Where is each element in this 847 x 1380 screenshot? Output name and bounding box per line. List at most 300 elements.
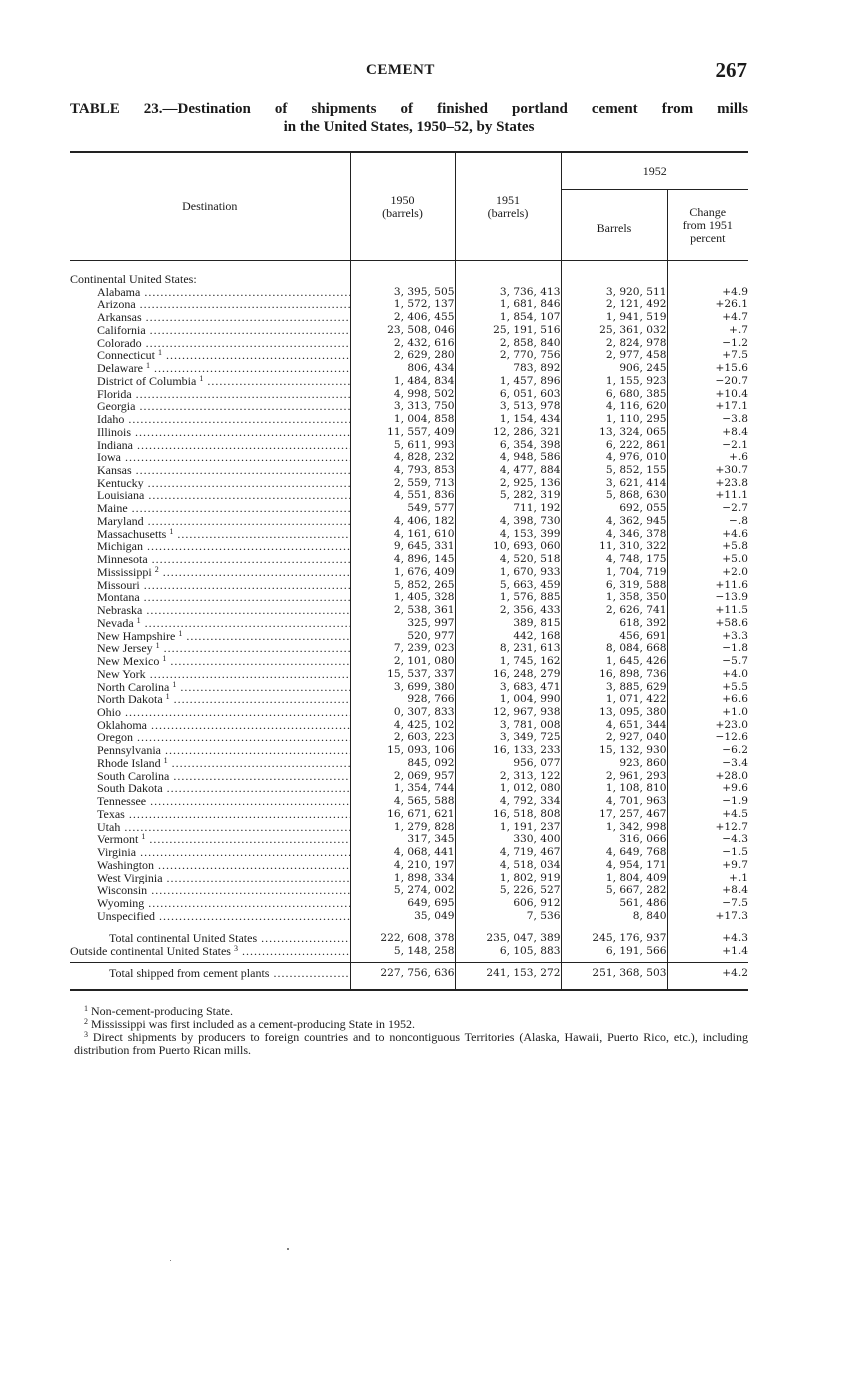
value-1952: 8, 840 xyxy=(561,910,667,923)
value-1950: 1, 004, 858 xyxy=(350,413,455,426)
header-change-line-2: from 1951 xyxy=(682,217,733,232)
change-percent: −1.2 xyxy=(667,337,748,350)
footnote-3: $^3$ Direct shipments by producers to foreign countries and to noncontiguous Territories (Alaska, Hawaii, Puerto Rico, etc.), including distribution from Puerto Rican mills. xyxy=(74,1030,748,1057)
total-shipped-row xyxy=(70,962,748,983)
value-1951: 1, 681, 846 xyxy=(455,298,561,311)
destination-name: Minnesota xyxy=(97,553,148,566)
state-row xyxy=(70,719,748,732)
change-percent: +4.3 xyxy=(667,932,748,945)
value-1951: 4, 719, 467 xyxy=(455,846,561,859)
state-row xyxy=(70,744,748,757)
footnote-mark: 1 xyxy=(178,629,183,638)
state-row xyxy=(70,630,748,643)
value-1950: 1, 279, 828 xyxy=(350,821,455,834)
destination-cell xyxy=(70,859,350,872)
value-1951: 5, 226, 527 xyxy=(455,884,561,897)
value-1952: 1, 941, 519 xyxy=(561,311,667,324)
value-1951: 3, 513, 978 xyxy=(455,400,561,413)
value-1950: 11, 557, 409 xyxy=(350,426,455,439)
value-1950: 4, 425, 102 xyxy=(350,719,455,732)
value-1951: 1, 745, 162 xyxy=(455,655,561,668)
value-1952: 4, 954, 171 xyxy=(561,859,667,872)
destination-name: Illinois xyxy=(97,425,132,439)
destination-cell xyxy=(70,591,350,604)
value-1952: 13, 095, 380 xyxy=(561,706,667,719)
value-1950: 15, 537, 337 xyxy=(350,668,455,681)
scan-speck xyxy=(170,1260,171,1261)
value-1950: 3, 395, 505 xyxy=(350,286,455,299)
value-1952: 692, 055 xyxy=(561,502,667,515)
value-1950: 928, 766 xyxy=(350,693,455,706)
value-1951: 4, 398, 730 xyxy=(455,515,561,528)
value-1950: 3, 313, 750 xyxy=(350,400,455,413)
running-head xyxy=(0,58,847,84)
change-percent: −1.9 xyxy=(667,795,748,808)
header-destination: Destination xyxy=(70,152,350,261)
value-1952: 8, 084, 668 xyxy=(561,642,667,655)
change-percent: −2.7 xyxy=(667,502,748,515)
state-row xyxy=(70,464,748,477)
caption-line-1: TABLE 23.—Destination of shipments of finished portland cement from mills xyxy=(70,101,748,117)
value-1951: 16, 248, 279 xyxy=(455,668,561,681)
change-percent: +12.7 xyxy=(667,821,748,834)
value-1952: 923, 860 xyxy=(561,757,667,770)
footnotes xyxy=(74,1005,748,1057)
change-percent: +4.5 xyxy=(667,808,748,821)
destination-cell xyxy=(70,719,350,732)
value-1952: 2, 824, 978 xyxy=(561,337,667,350)
value-1950: 35, 049 xyxy=(350,910,455,923)
state-row xyxy=(70,770,748,783)
change-percent: −6.2 xyxy=(667,744,748,757)
destination-name: Nevada xyxy=(97,616,134,630)
change-percent: +11.1 xyxy=(667,489,748,502)
value-1951: 1, 802, 919 xyxy=(455,872,561,885)
value-1952: 1, 071, 422 xyxy=(561,693,667,706)
value-1950: 1, 898, 334 xyxy=(350,872,455,885)
value-1950: 549, 577 xyxy=(350,502,455,515)
state-row xyxy=(70,298,748,311)
change-percent: +11.6 xyxy=(667,579,748,592)
state-row xyxy=(70,833,748,846)
destination-cell xyxy=(70,693,350,706)
header-1952: 1952 xyxy=(561,152,748,190)
destination-name: Oklahoma xyxy=(97,718,147,732)
state-row xyxy=(70,706,748,719)
state-row xyxy=(70,477,748,490)
destination-cell xyxy=(70,706,350,719)
state-row xyxy=(70,617,748,630)
value-1951: 241, 153, 272 xyxy=(455,962,561,983)
destination-cell xyxy=(70,744,350,757)
destination-name: Arkansas xyxy=(97,311,142,324)
destination-cell xyxy=(70,681,350,694)
value-1950: 1, 354, 744 xyxy=(350,782,455,795)
value-1951: 711, 192 xyxy=(455,502,561,515)
value-1952: 1, 342, 998 xyxy=(561,821,667,834)
value-1952: 4, 701, 963 xyxy=(561,795,667,808)
change-percent: +5.8 xyxy=(667,540,748,553)
state-row xyxy=(70,668,748,681)
value-1952: 4, 651, 344 xyxy=(561,719,667,732)
value-1952: 245, 176, 937 xyxy=(561,932,667,945)
destination-name: Wisconsin xyxy=(97,884,148,897)
value-1951: 6, 354, 398 xyxy=(455,439,561,452)
destination-cell xyxy=(70,821,350,834)
destination-name: Missouri xyxy=(97,578,140,592)
footnote-mark: 1 xyxy=(141,833,146,842)
change-percent: +8.4 xyxy=(667,426,748,439)
destination-name: Georgia xyxy=(97,400,136,414)
destination-name: North Dakota xyxy=(97,693,163,706)
value-1951: 606, 912 xyxy=(455,897,561,910)
destination-name: Connecticut xyxy=(97,349,155,363)
destination-name: Virginia xyxy=(97,846,137,859)
destination-cell xyxy=(70,439,350,452)
destination-name: Nebraska xyxy=(97,604,143,617)
state-row xyxy=(70,579,748,592)
value-1952: 6, 222, 861 xyxy=(561,439,667,452)
state-row xyxy=(70,782,748,795)
value-1951: 3, 349, 725 xyxy=(455,731,561,744)
value-1952: 4, 116, 620 xyxy=(561,400,667,413)
destination-name: West Virginia xyxy=(97,871,163,885)
destination-name: Kentucky xyxy=(97,476,144,490)
value-1950: 5, 611, 993 xyxy=(350,439,455,452)
value-1950: 4, 406, 182 xyxy=(350,515,455,528)
change-percent: +9.7 xyxy=(667,859,748,872)
state-row xyxy=(70,324,748,337)
value-1952: 251, 368, 503 xyxy=(561,962,667,983)
destination-name: Colorado xyxy=(97,336,142,350)
destination-name: Iowa xyxy=(97,451,121,465)
value-1951: 2, 770, 756 xyxy=(455,349,561,362)
value-1950: 4, 998, 502 xyxy=(350,388,455,401)
destination-cell xyxy=(70,464,350,477)
value-1951: 1, 012, 080 xyxy=(455,782,561,795)
state-row xyxy=(70,642,748,655)
destination-name: Maine xyxy=(97,502,128,515)
value-1952: 1, 155, 923 xyxy=(561,375,667,388)
destination-cell xyxy=(70,884,350,897)
state-row xyxy=(70,540,748,553)
value-1950: 4, 896, 145 xyxy=(350,553,455,566)
total-continental-row xyxy=(70,932,748,945)
change-percent: +9.6 xyxy=(667,782,748,795)
value-1950: 9, 645, 331 xyxy=(350,540,455,553)
value-1951: 5, 282, 319 xyxy=(455,489,561,502)
destination-cell xyxy=(70,566,350,579)
destination-cell xyxy=(70,286,350,299)
value-1951: 1, 457, 896 xyxy=(455,375,561,388)
value-1952: 1, 358, 350 xyxy=(561,591,667,604)
destination-cell xyxy=(70,668,350,681)
footnote-mark: 1 xyxy=(136,616,141,625)
value-1950: 4, 828, 232 xyxy=(350,451,455,464)
state-row xyxy=(70,897,748,910)
state-row xyxy=(70,591,748,604)
state-row xyxy=(70,604,748,617)
state-row xyxy=(70,311,748,324)
value-1952: 2, 927, 040 xyxy=(561,731,667,744)
value-1951: 16, 518, 808 xyxy=(455,808,561,821)
destination-name: South Carolina xyxy=(97,769,170,783)
change-percent: +6.6 xyxy=(667,693,748,706)
value-1952: 1, 804, 409 xyxy=(561,872,667,885)
destination-name: Wyoming xyxy=(97,896,145,910)
change-percent: +30.7 xyxy=(667,464,748,477)
value-1950: 317, 345 xyxy=(350,833,455,846)
state-row xyxy=(70,362,748,375)
destination-cell xyxy=(70,872,350,885)
value-1950: 4, 210, 197 xyxy=(350,859,455,872)
destination-cell xyxy=(70,502,350,515)
change-percent: −13.9 xyxy=(667,591,748,604)
destination-cell xyxy=(70,451,350,464)
destination-name: Mississippi xyxy=(97,565,152,579)
value-1951: 4, 520, 518 xyxy=(455,553,561,566)
value-1950: 4, 565, 588 xyxy=(350,795,455,808)
footnote-1: $^1$ Non-cement-producing State. xyxy=(84,1004,233,1018)
value-1950: 5, 148, 258 xyxy=(350,945,455,958)
change-percent: +3.3 xyxy=(667,630,748,643)
change-percent: +11.5 xyxy=(667,604,748,617)
destination-name: District of Columbia xyxy=(97,374,197,388)
value-1951: 1, 576, 885 xyxy=(455,591,561,604)
destination-cell xyxy=(70,795,350,808)
state-row xyxy=(70,655,748,668)
value-1950: 2, 603, 223 xyxy=(350,731,455,744)
change-percent: +4.6 xyxy=(667,528,748,541)
value-1950: 1, 676, 409 xyxy=(350,566,455,579)
value-1951: 2, 356, 433 xyxy=(455,604,561,617)
value-1950: 2, 101, 080 xyxy=(350,655,455,668)
change-percent: −3.8 xyxy=(667,413,748,426)
destination-name: Florida xyxy=(97,387,132,401)
change-percent: +.7 xyxy=(667,324,748,337)
value-1951: 3, 683, 471 xyxy=(455,681,561,694)
state-row xyxy=(70,757,748,770)
value-1951: 330, 400 xyxy=(455,833,561,846)
destination-cell xyxy=(70,617,350,630)
value-1952: 561, 486 xyxy=(561,897,667,910)
value-1950: 520, 977 xyxy=(350,630,455,643)
destination-cell xyxy=(70,298,350,311)
state-row xyxy=(70,821,748,834)
value-1951: 2, 858, 840 xyxy=(455,337,561,350)
value-1952: 2, 121, 492 xyxy=(561,298,667,311)
footnote-mark: 1 xyxy=(155,642,160,651)
value-1951: 1, 191, 237 xyxy=(455,821,561,834)
value-1952: 3, 621, 414 xyxy=(561,477,667,490)
value-1951: 235, 047, 389 xyxy=(455,932,561,945)
state-row xyxy=(70,731,748,744)
destination-cell xyxy=(70,808,350,821)
value-1951: 2, 925, 136 xyxy=(455,477,561,490)
destination-cell xyxy=(70,731,350,744)
state-row xyxy=(70,872,748,885)
change-percent: +10.4 xyxy=(667,388,748,401)
value-1950: 325, 997 xyxy=(350,617,455,630)
destination-cell xyxy=(70,642,350,655)
change-percent: +1.0 xyxy=(667,706,748,719)
destination-name: New Hampshire xyxy=(97,629,176,643)
state-row xyxy=(70,375,748,388)
destination-name: New Jersey xyxy=(97,642,153,656)
value-1951: 783, 892 xyxy=(455,362,561,375)
value-1952: 1, 108, 810 xyxy=(561,782,667,795)
value-1950: 2, 406, 455 xyxy=(350,311,455,324)
value-1950: 222, 608, 378 xyxy=(350,932,455,945)
value-1951: 25, 191, 516 xyxy=(455,324,561,337)
value-1952: 6, 191, 566 xyxy=(561,945,667,958)
change-percent: +.6 xyxy=(667,451,748,464)
state-row xyxy=(70,910,748,923)
state-row xyxy=(70,681,748,694)
state-row xyxy=(70,884,748,897)
value-1951: 4, 477, 884 xyxy=(455,464,561,477)
destination-cell xyxy=(70,515,350,528)
change-percent: +15.6 xyxy=(667,362,748,375)
footnote-mark: 1 xyxy=(162,655,167,664)
value-1951: 3, 781, 008 xyxy=(455,719,561,732)
destination-cell xyxy=(70,932,350,945)
value-1950: 5, 852, 265 xyxy=(350,579,455,592)
value-1952: 5, 868, 630 xyxy=(561,489,667,502)
total-outside-row xyxy=(70,945,748,958)
header-1950-unit: (barrels) xyxy=(382,205,423,220)
destination-cell xyxy=(70,337,350,350)
value-1952: 25, 361, 032 xyxy=(561,324,667,337)
change-percent: +58.6 xyxy=(667,617,748,630)
value-1952: 5, 852, 155 xyxy=(561,464,667,477)
value-1951: 3, 736, 413 xyxy=(455,286,561,299)
destination-cell xyxy=(70,540,350,553)
destination-name: Vermont xyxy=(97,833,139,847)
value-1950: 2, 629, 280 xyxy=(350,349,455,362)
state-row xyxy=(70,795,748,808)
value-1951: 389, 815 xyxy=(455,617,561,630)
destination-cell xyxy=(70,846,350,859)
change-percent: +28.0 xyxy=(667,770,748,783)
header-1950-year: 1950 xyxy=(390,192,415,207)
footnote-mark: 1 xyxy=(165,693,170,702)
value-1952: 1, 645, 426 xyxy=(561,655,667,668)
value-1951: 6, 105, 883 xyxy=(455,945,561,958)
change-percent: +17.1 xyxy=(667,400,748,413)
footnote-mark: 1 xyxy=(145,362,150,371)
state-row xyxy=(70,859,748,872)
destination-name: Kansas xyxy=(97,464,132,477)
value-1951: 8, 231, 613 xyxy=(455,642,561,655)
value-1950: 5, 274, 002 xyxy=(350,884,455,897)
destination-cell xyxy=(70,579,350,592)
value-1951: 12, 286, 321 xyxy=(455,426,561,439)
header-change-line-1: Change xyxy=(689,204,727,219)
page-number: 267 xyxy=(715,58,747,82)
destination-cell xyxy=(70,910,350,923)
state-row xyxy=(70,388,748,401)
value-1952: 17, 257, 467 xyxy=(561,808,667,821)
destination-cell xyxy=(70,375,350,388)
value-1952: 316, 066 xyxy=(561,833,667,846)
change-percent: +23.0 xyxy=(667,719,748,732)
destination-cell xyxy=(70,757,350,770)
value-1950: 15, 093, 106 xyxy=(350,744,455,757)
change-percent: +.1 xyxy=(667,872,748,885)
destination-name: Total shipped from cement plants xyxy=(109,965,270,980)
caption-line-2: in the United States, 1950–52, by States xyxy=(283,119,535,135)
destination-name: Louisiana xyxy=(97,489,145,503)
change-percent: −20.7 xyxy=(667,375,748,388)
value-1952: 3, 920, 511 xyxy=(561,286,667,299)
value-1951: 1, 854, 107 xyxy=(455,311,561,324)
destination-cell xyxy=(70,782,350,795)
state-row xyxy=(70,566,748,579)
value-1952: 906, 245 xyxy=(561,362,667,375)
value-1950: 3, 699, 380 xyxy=(350,681,455,694)
state-row xyxy=(70,439,748,452)
destination-name: Pennsylvania xyxy=(97,744,161,757)
value-1950: 16, 671, 621 xyxy=(350,808,455,821)
value-1952: 4, 346, 378 xyxy=(561,528,667,541)
table-caption xyxy=(70,100,748,136)
state-row xyxy=(70,528,748,541)
destination-cell xyxy=(70,897,350,910)
value-1952: 4, 649, 768 xyxy=(561,846,667,859)
value-1952: 15, 132, 930 xyxy=(561,744,667,757)
value-1950: 649, 695 xyxy=(350,897,455,910)
value-1952: 4, 748, 175 xyxy=(561,553,667,566)
footnote-mark: 2 xyxy=(154,565,159,574)
value-1950: 2, 538, 361 xyxy=(350,604,455,617)
change-percent: −7.5 xyxy=(667,897,748,910)
destination-cell xyxy=(70,962,350,983)
destination-name: Texas xyxy=(97,807,125,821)
value-1952: 5, 667, 282 xyxy=(561,884,667,897)
value-1951: 4, 792, 334 xyxy=(455,795,561,808)
change-percent: +5.5 xyxy=(667,681,748,694)
value-1950: 1, 484, 834 xyxy=(350,375,455,388)
change-percent: +8.4 xyxy=(667,884,748,897)
value-1951: 1, 154, 434 xyxy=(455,413,561,426)
destination-cell xyxy=(70,413,350,426)
state-row xyxy=(70,349,748,362)
change-percent: −1.5 xyxy=(667,846,748,859)
state-row xyxy=(70,502,748,515)
value-1952: 11, 310, 322 xyxy=(561,540,667,553)
destination-name: Idaho xyxy=(97,413,125,426)
change-percent: +4.7 xyxy=(667,311,748,324)
footnote-2: $^2$ Mississippi was first included as a cement-producing State in 1952. xyxy=(84,1017,415,1031)
destination-name: Indiana xyxy=(97,438,133,452)
state-row xyxy=(70,451,748,464)
footnote-mark: 1 xyxy=(169,527,174,536)
destination-name: Arizona xyxy=(97,298,136,312)
destination-cell xyxy=(70,311,350,324)
value-1950: 2, 069, 957 xyxy=(350,770,455,783)
change-percent: +7.5 xyxy=(667,349,748,362)
value-1951: 10, 693, 060 xyxy=(455,540,561,553)
value-1950: 1, 572, 137 xyxy=(350,298,455,311)
shipments-table xyxy=(70,151,748,991)
destination-name: Alabama xyxy=(97,285,141,299)
header-1950 xyxy=(350,152,455,261)
destination-cell xyxy=(70,324,350,337)
value-1952: 456, 691 xyxy=(561,630,667,643)
destination-name: California xyxy=(97,323,146,337)
destination-name: Ohio xyxy=(97,705,121,719)
